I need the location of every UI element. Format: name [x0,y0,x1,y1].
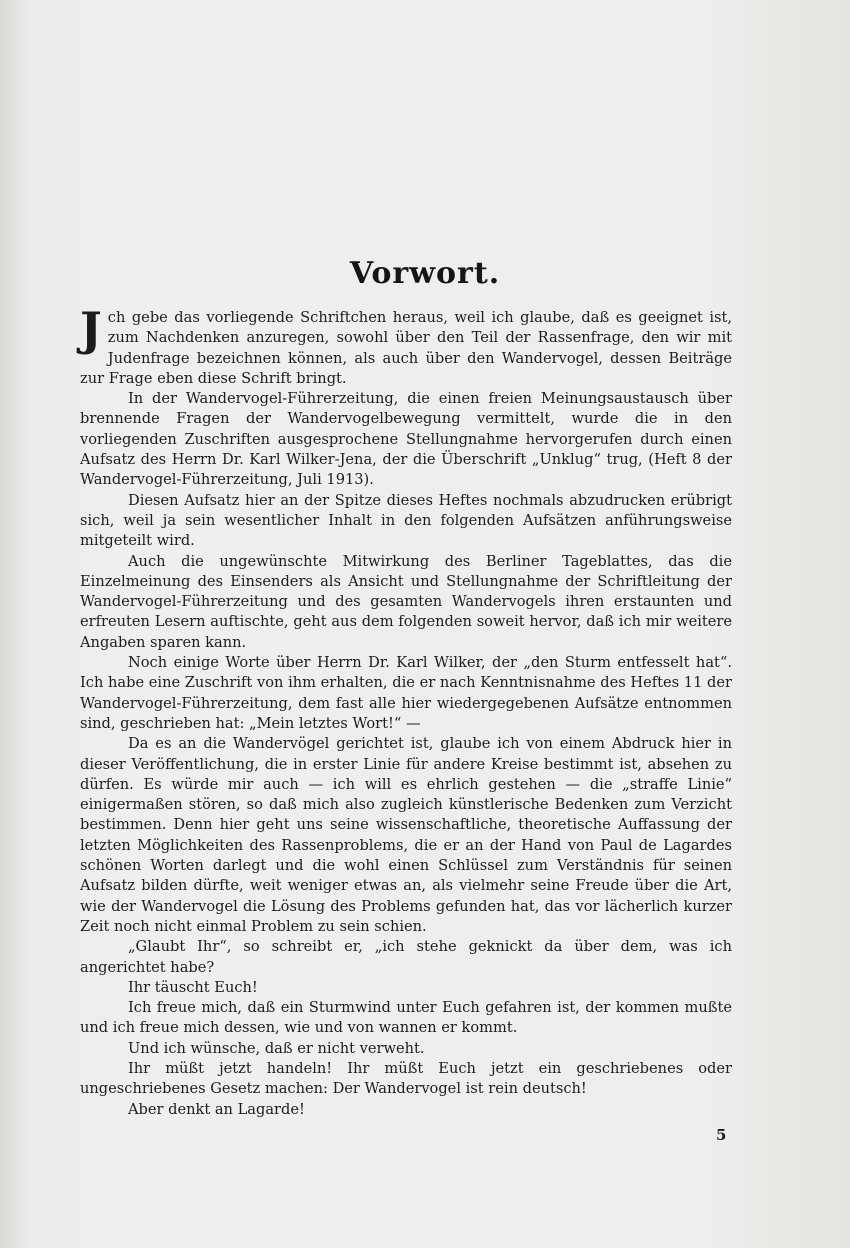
paragraph-3: Diesen Aufsatz hier an der Spitze dieses Heftes nochmals abzudrucken erübrigt sich, weil ja sein wesentlicher Inhalt in den folgenden Aufsätzen anführungsweise mitgeteilt wird. [80,491,732,550]
paragraph-6: Da es an die Wandervögel gerichtet ist, glaube ich von einem Abdruck hier in dieser Veröffentlichung, die in erster Linie für andere Kreise bestimmt ist, absehen zu dürfen. Es würde mir auch — ich will es ehrlich gestehen — die „straffe Linie“ einigermaßen stören, so daß mich also zugleich künstlerische Bedenken zum Verzicht bestimmen. Denn hier geht uns seine wissenschaftliche, theoretische Auffassung der letzten Möglichkeiten des Rassenproblems, die er an der Hand von Paul de Lagardes schönen Worten darlegt und die wohl einen Schlüssel zum Verständnis für seinen Aufsatz bilden dürfte, weit weniger etwas an, als vielmehr seine Freude über die Art, wie der Wandervogel die Lösung des Problems gefunden hat, das vor lächerlich kurzer Zeit noch nicht einmal Problem zu sein schien. [80,735,732,935]
paragraph-1 [80,302,732,389]
paragraph-4: Auch die ungewünschte Mitwirkung des Berliner Tageblattes, das die Einzelmeinung des Einsenders als Ansicht und Stellungnahme der Schriftleitung der Wandervogel-Führerzeitung und des gesamten Wandervogels ihren erstaunten und erfreuten Lesern auftischte, geht aus dem folgenden soweit hervor, daß ich mir weitere Angaben sparen kann. [80,552,732,651]
page-number: 5 [716,1126,727,1144]
paragraph-5: Noch einige Worte über Herrn Dr. Karl Wilker, der „den Sturm entfesselt hat“. Ich habe eine Zuschrift von ihm erhalten, die er nach Kenntnisnahme des Heftes 11 der Wandervogel-Führerzeitung, dem fast alle hier wiedergegebenen Aufsätze entnommen sind, geschrieben hat: „Mein letztes Wort!“ — [80,654,732,732]
body-text [80,302,732,1120]
paragraph-1-text: ch gebe das vorliegende Schriftchen heraus, weil ich glaube, daß es geeignet ist, zum Nachdenken anzuregen, sowohl über den Teil der Rassenfrage, den wir mit Judenfrage bezeichnen können, als auch über den Wandervogel, dessen Beiträge zur Frage eben diese Schrift bringt. [80,309,732,387]
paragraph-7: „Glaubt Ihr“, so schreibt er, „ich stehe geknickt da über dem, was ich angerichtet habe? [80,938,732,976]
paragraph-10: Und ich wünsche, daß er nicht verweht. [128,1039,425,1057]
paragraph-9: Ich freue mich, daß ein Sturmwind unter Euch gefahren ist, der kommen mußte und ich freue mich dessen, wie und von wannen er kommt. [80,999,732,1037]
paragraph-11: Ihr müßt jetzt handeln! Ihr müßt Euch jetzt ein geschriebenes oder ungeschriebenes Gesetz machen: Der Wandervogel ist rein deutsch! [80,1059,732,1098]
paragraph-8: Ihr täuscht Euch! [128,978,258,996]
drop-cap: J [80,302,102,356]
paragraph-2: In der Wandervogel-Führerzeitung, die einen freien Meinungsaustausch über brennende Fragen der Wandervogelbewegung vermittelt, wurde die in den vorliegenden Zuschriften ausgesprochene Stellungnahme hervorgerufen durch einen Aufsatz des Herrn Dr. Karl Wilker-Jena, der die Überschrift „Unklug“ trug, (Heft 8 der Wandervogel-Führerzeitung, Juli 1913). [80,390,732,489]
paragraph-12: Aber denkt an Lagarde! [128,1100,305,1118]
page-title: Vorwort. [349,256,501,291]
